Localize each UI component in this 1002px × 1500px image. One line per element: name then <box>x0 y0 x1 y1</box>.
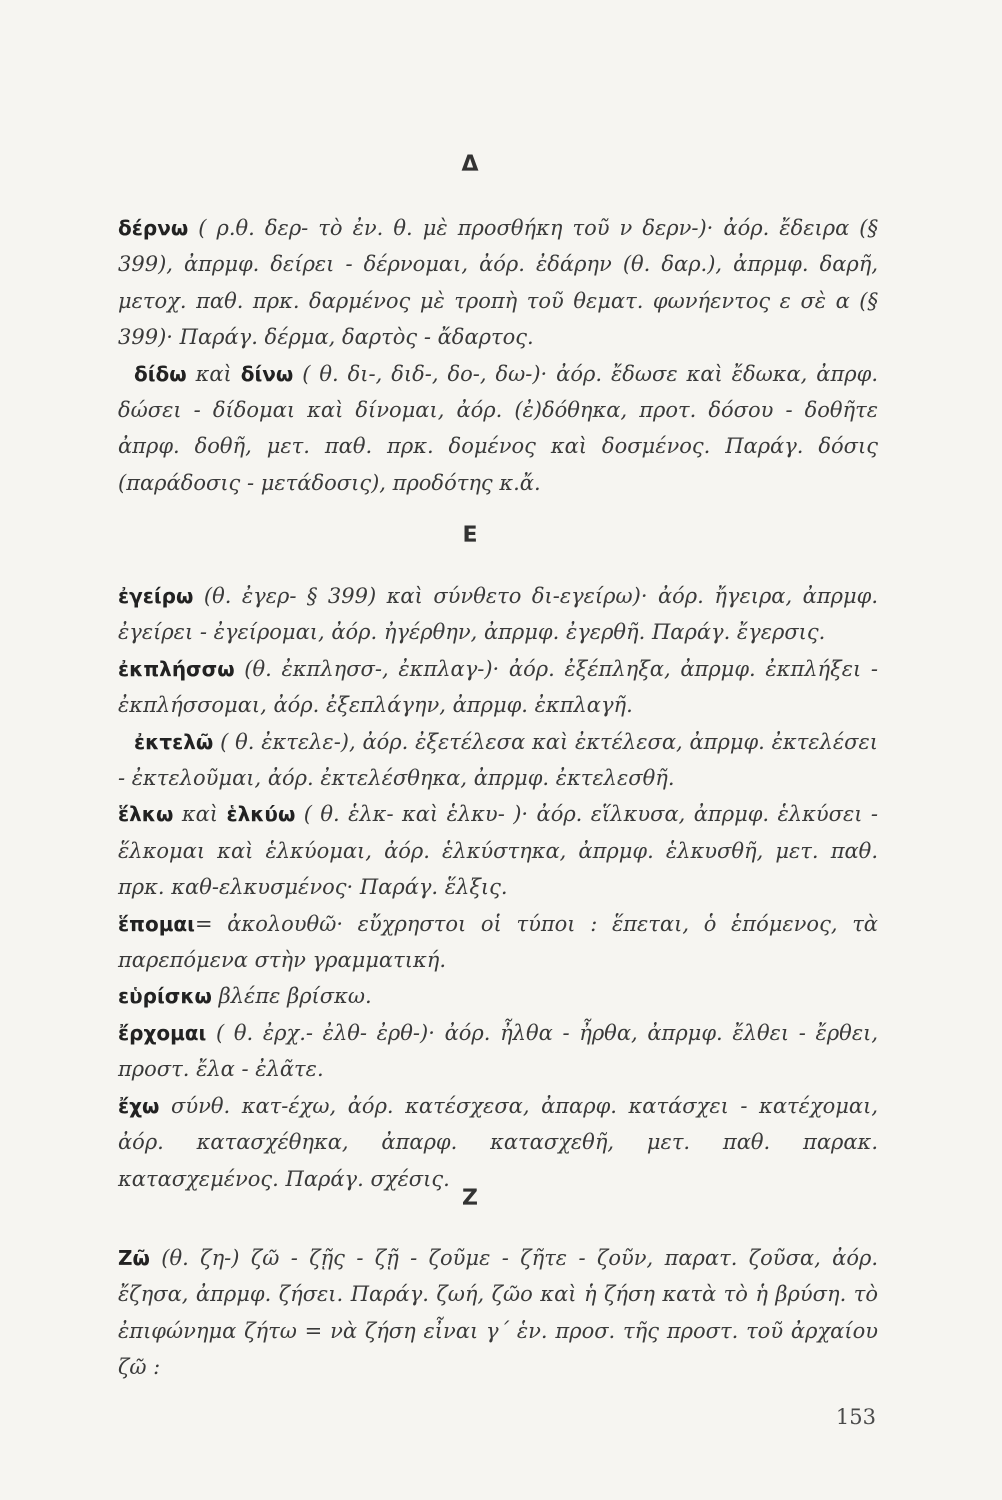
entry-evrisko <box>118 978 878 1014</box>
section-zeta-entries <box>118 1240 878 1386</box>
entry-text: (θ. ἐκπλησσ-, ἐκπλαγ-)· ἀόρ. ἐξέπληξα, ἀπρμφ. ἐκπλήξει - ἐκπλήσσομαι, ἀόρ. ἐξεπλάγην, ἀπρμφ. ἐκπλαγῆ. <box>118 656 878 718</box>
headword: δέρνω <box>118 216 189 240</box>
entry-connector: καὶ <box>173 802 227 827</box>
headword: ἐγείρω <box>118 584 194 608</box>
headword: ἔρχομαι <box>118 1020 207 1045</box>
headword: δίδω <box>134 361 187 386</box>
headword: ἔχω <box>118 1093 160 1118</box>
entry-text: ( θ. ἑλκ- καὶ ἑλκυ- )· ἀόρ. εἵλκυσα, ἀπρμφ. ἑλκύσει - ἕλκομαι καὶ ἑλκύομαι, ἀόρ. ἑλκύστηκα, ἀπρμφ. ἑλκυσθῆ, μετ. παθ. πρκ. καθ-ελκυσμένος· Παράγ. ἕλξις. <box>118 802 878 900</box>
entry-text: (θ. ἐγερ- § 399) καὶ σύνθετο δι-εγείρω)· ἀόρ. ἤγειρα, ἀπρμφ. ἐγείρει - ἐγείρομαι, ἀόρ. ἠγέρθην, ἀπρμφ. ἐγερθῆ. Παράγ. ἔγερσις. <box>118 584 878 645</box>
section-heading-epsilon: Ε <box>462 523 478 548</box>
headword: ἕπομαι <box>118 911 195 936</box>
entry-text: ( θ. δι-, διδ-, δο-, δω-)· ἀόρ. ἔδωσε καὶ ἔδωκα, ἀπρφ. δώσει - δίδομαι καὶ δίνομαι, ἀόρ. (ἐ)δόθηκα, προτ. δόσου - δοθῆτε ἀπρφ. δοθῆ, μετ. παθ. πρκ. δομένος καὶ δοσμένος. Παράγ. δόσις (παράδοσις - μετάδοσις), προδότης κ.ἄ. <box>118 361 878 495</box>
headword: Ζῶ <box>118 1246 150 1270</box>
entry-erchomai <box>118 1015 878 1088</box>
entry-text: βλέπε βρίσκω. <box>211 984 372 1009</box>
entry-ekplisso <box>118 651 878 724</box>
entry-text: ( θ. ἐκτελε-), ἀόρ. ἐξετέλεσα καὶ ἐκτέλεσα, ἀπρμφ. ἐκτελέσει - ἐκτελοῦμαι, ἀόρ. ἐκτελέσθηκα, ἀπρμφ. ἐκτελεσθῆ. <box>118 729 878 791</box>
section-delta-entries <box>118 210 878 501</box>
headword-alt: ἑλκύω <box>226 802 296 827</box>
section-epsilon-entries <box>118 578 878 1197</box>
entry-text: = ἀκολουθῶ· εὔχρηστοι οἱ τύποι : ἕπεται, ὁ ἑπόμενος, τὰ παρεπόμενα στὴν γραμματική. <box>118 911 878 973</box>
headword: ἐκπλήσσω <box>118 656 235 681</box>
entry-epomai <box>118 906 878 979</box>
entry-zo <box>118 1240 878 1386</box>
entry-text: ( θ. ἐρχ.- ἐλθ- ἐρθ-)· ἀόρ. ἦλθα - ἦρθα, ἀπρμφ. ἔλθει - ἔρθει, προστ. ἔλα - ἐλᾶτε. <box>118 1020 878 1082</box>
entry-echo <box>118 1088 878 1197</box>
entry-derno <box>118 210 878 356</box>
headword: ἕλκω <box>118 802 174 827</box>
headword: ἐκτελῶ <box>134 729 214 754</box>
page-number: 153 <box>835 1405 876 1429</box>
headword: εὑρίσκω <box>118 984 212 1009</box>
headword-alt: δίνω <box>240 361 294 386</box>
entry-text: σύνθ. κατ-έχω, ἀόρ. κατέσχεσα, ἀπαρφ. κατάσχει - κατέχομαι, ἀόρ. κατασχέθηκα, ἀπαρφ. κατασχεθῆ, μετ. παθ. παρακ. κατασχεμένος. Παράγ. σχέσις. <box>118 1093 878 1191</box>
entry-elko <box>118 796 878 905</box>
entry-dido <box>118 356 878 502</box>
entry-egeiro <box>118 578 878 651</box>
entry-ektelo <box>118 724 878 797</box>
section-heading-zeta: Ζ <box>462 1186 478 1211</box>
entry-text: ( ρ.θ. δερ- τὸ ἐν. θ. μὲ προσθήκη τοῦ ν δερν-)· ἀόρ. ἔδειρα (§ 399), ἀπρμφ. δείρει - δέρνομαι, ἀόρ. ἐδάρην (θ. δαρ.), ἀπρμφ. δαρῆ, μετοχ. παθ. πρκ. δαρμένος μὲ τροπὴ τοῦ θεματ. φωνήεντος ε σὲ α (§ 399)· Παράγ. δέρμα, δαρτὸς - ἄδαρτος. <box>118 216 878 350</box>
entry-text: (θ. ζη-) ζῶ - ζῇς - ζῇ - ζοῦμε - ζῆτε - ζοῦν, παρατ. ζοῦσα, ἀόρ. ἔζησα, ἀπρμφ. ζήσει. Παράγ. ζωή, ζῶο καὶ ἡ ζήση κατὰ τὸ ἡ βρύση. τὸ ἐπιφώνημα ζήτω = νὰ ζήση εἶναι γ΄ ἑν. προσ. τῆς προστ. τοῦ ἀρχαίου ζῶ : <box>118 1246 878 1380</box>
entry-connector: καὶ <box>186 361 241 386</box>
section-heading-delta: Δ <box>461 152 479 177</box>
